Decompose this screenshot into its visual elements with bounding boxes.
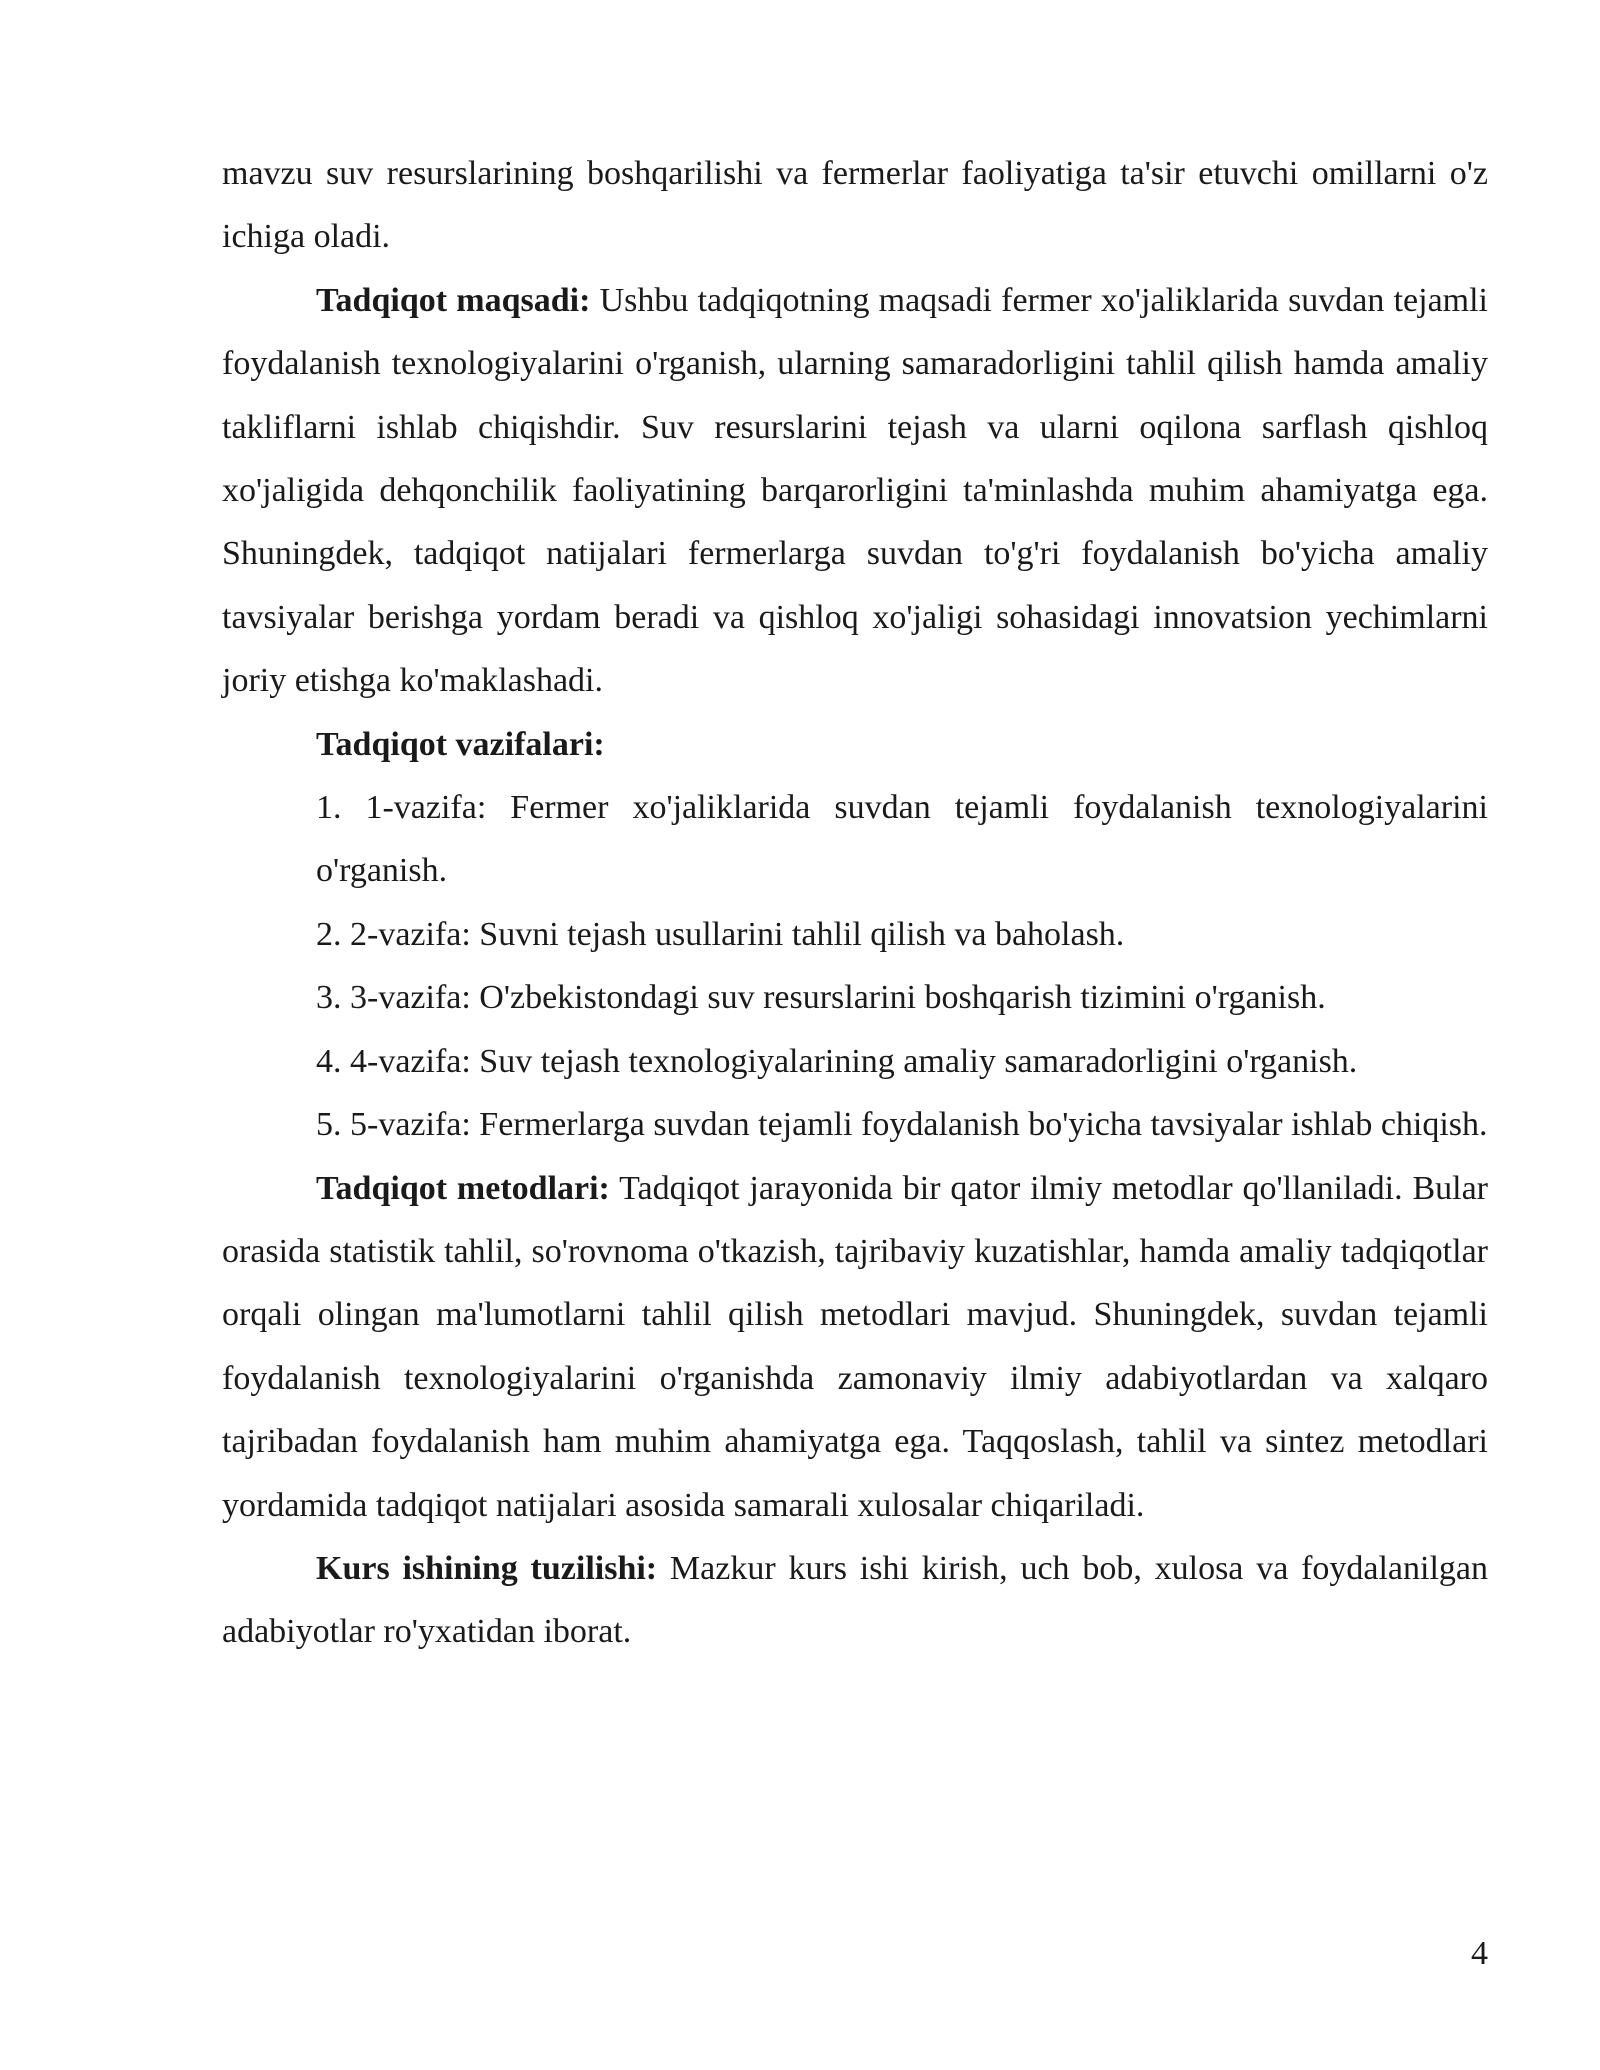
task-item-1: 1. 1-vazifa: Fermer xo'jaliklarida suvdan tejamli foydalanish texnologiyalarini o'rganish. [316, 789, 1488, 890]
document-body [222, 142, 1488, 1664]
task-item-3: 3. 3-vazifa: O'zbekistondagi suv resurslarini boshqarish tizimini o'rganish. [316, 979, 1326, 1017]
research-goal-paragraph [222, 269, 1488, 713]
research-methods-text: Tadqiqot jarayonida bir qator ilmiy metodlar qo'llaniladi. Bular orasida statistik tahlil, so'rovnoma o'tkazish, tajribaviy kuzatishlar, hamda amaliy tadqiqotlar orqali olingan ma'lumotlarni tahlil qilish metodlari mavjud. Shuningdek, suvdan tejamli foydalanish texnologiyalarini o'rganishda zamonaviy ilmiy adabiyotlardan va xalqaro tajribadan foydalanish ham muhim ahamiyatga ega. Taqqoslash, tahlil va sintez metodlari yordamida tadqiqot natijalari asosida samarali xulosalar chiqariladi. [222, 1169, 1488, 1524]
intro-paragraph: mavzu suv resurslarining boshqarilishi va fermerlar faoliyatiga ta'sir etuvchi omillarni o'z ichiga oladi. [222, 155, 1488, 256]
course-structure-paragraph [222, 1537, 1488, 1664]
research-methods-paragraph [222, 1157, 1488, 1537]
research-goal-heading: Tadqiqot maqsadi: [316, 281, 591, 319]
task-item-2: 2. 2-vazifa: Suvni tejash usullarini tahlil qilish va baholash. [316, 915, 1125, 953]
task-item-4: 4. 4-vazifa: Suv tejash texnologiyalarining amaliy samaradorligini o'rganish. [316, 1042, 1358, 1080]
research-methods-heading: Tadqiqot metodlari: [316, 1169, 610, 1207]
course-structure-text: Mazkur kurs ishi kirish, uch bob, xulosa va foydalanilgan adabiyotlar ro'yxatidan iborat. [222, 1549, 1489, 1651]
task-item-5: 5. 5-vazifa: Fermerlarga suvdan tejamli foydalanish bo'yicha tavsiyalar ishlab chiqish. [316, 1106, 1488, 1144]
page-number: 4 [1471, 1935, 1488, 1972]
research-tasks-heading: Tadqiqot vazifalari: [316, 725, 605, 763]
research-goal-text: Ushbu tadqiqotning maqsadi fermer xo'jaliklarida suvdan tejamli foydalanish texnologiyalarini o'rganish, ularning samaradorligini tahlil qilish hamda amaliy takliflarni ishlab chiqishdir. Suv resurslarini tejash va ularni oqilona sarflash qishloq xo'jaligida dehqonchilik faoliyatining barqarorligini ta'minlashda muhim ahamiyatga ega. Shuningdek, tadqiqot natijalari fermerlarga suvdan to'g'ri foydalanish bo'yicha amaliy tavsiyalar berishga yordam beradi va qishloq xo'jaligi sohasidagi innovatsion yechimlarni joriy etishga ko'maklashadi. [222, 281, 1488, 700]
course-structure-heading: Kurs ishining tuzilishi: [316, 1549, 658, 1587]
